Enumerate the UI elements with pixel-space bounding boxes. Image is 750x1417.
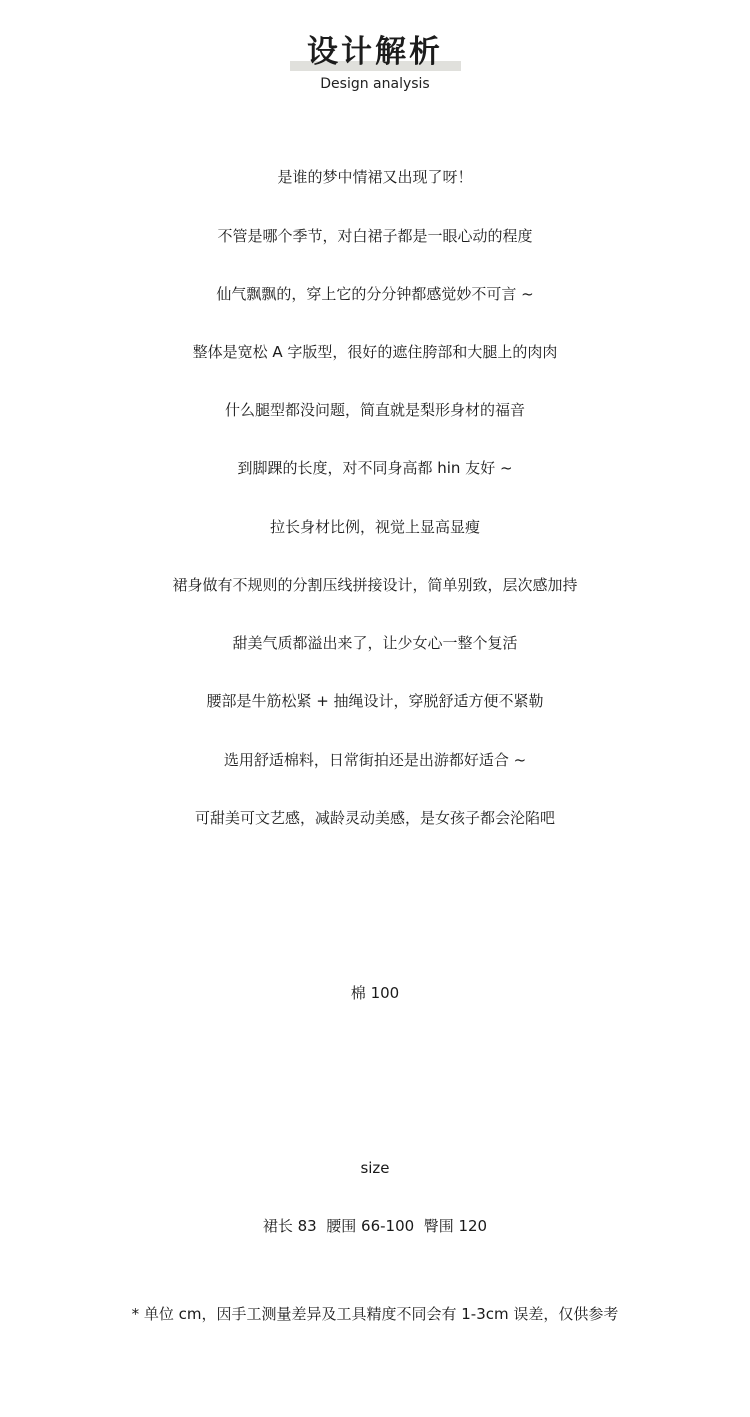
description-line: 可甜美可文艺感，减龄灵动美感，是女孩子都会沦陷吧 xyxy=(194,809,555,827)
size-heading: size xyxy=(360,1159,390,1177)
description-line: 不管是哪个季节，对白裙子都是一眼心动的程度 xyxy=(217,227,533,245)
section-header xyxy=(0,0,750,110)
description-line: 是谁的梦中情裙又出现了呀！ xyxy=(277,168,473,186)
description-line: 甜美气质都溢出来了，让少女心一整个复活 xyxy=(232,634,518,652)
description-line: 拉长身材比例，视觉上显高显瘦 xyxy=(269,518,480,536)
description-line: 仙气飘飘的，穿上它的分分钟都感觉妙不可言 ~ xyxy=(216,285,534,303)
description-line: 整体是宽松 A 字版型，很好的遮住胯部和大腿上的肉肉 xyxy=(192,343,558,361)
description-line: 什么腿型都没问题，简直就是梨形身材的福音 xyxy=(224,401,525,419)
description-line: 选用舒适棉料，日常街拍还是出游都好适合 ~ xyxy=(223,751,527,769)
material-composition: 棉 100 xyxy=(350,984,400,1002)
section-title: 设计解析 xyxy=(307,34,443,70)
description-line: 到脚踝的长度，对不同身高都 hin 友好 ~ xyxy=(237,459,513,477)
description-line: 腰部是牛筋松紧 + 抽绳设计，穿脱舒适方便不紧勒 xyxy=(206,692,544,710)
description-line: 裙身做有不规则的分割压线拼接设计，简单别致，层次感加持 xyxy=(172,576,578,594)
section-subtitle: Design analysis xyxy=(320,76,430,92)
measurement-note: * 单位 cm，因手工测量差异及工具精度不同会有 1-3cm 误差，仅供参考 xyxy=(131,1305,619,1323)
size-measurements: 裙长 83 腰围 66-100 臀围 120 xyxy=(262,1217,488,1235)
